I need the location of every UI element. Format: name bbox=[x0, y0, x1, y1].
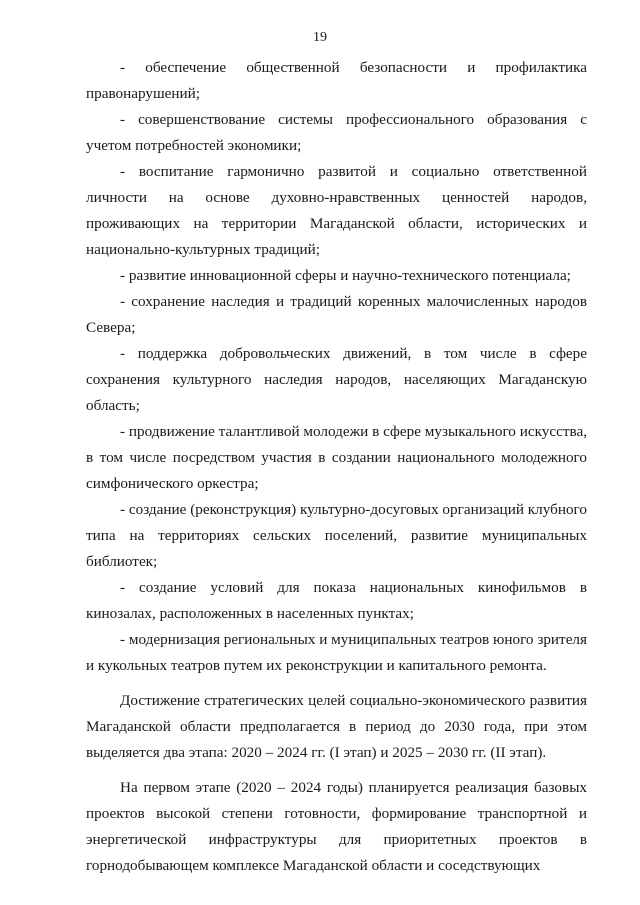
page-number: 19 bbox=[313, 30, 327, 45]
list-item-cultural-organizations: - создание (реконструкция) культурно-досуговых организаций клубного типа на территориях сельских поселений, развитие муниципальных библиотек; bbox=[86, 501, 587, 570]
list-item-volunteer-support: - поддержка добровольческих движений, в том числе в сфере сохранения культурного наследия народов, населяющих Магаданскую область; bbox=[86, 345, 587, 414]
list-item-innovation-sphere: - развитие инновационной сферы и научно-технического потенциала; bbox=[120, 267, 571, 284]
list-item-public-safety: - обеспечение общественной безопасности и профилактика правонарушений; bbox=[86, 59, 587, 102]
list-item-indigenous-heritage: - сохранение наследия и традиций коренных малочисленных народов Севера; bbox=[86, 293, 587, 336]
list-item-professional-education: - совершенствование системы профессионального образования с учетом потребностей экономики; bbox=[86, 111, 587, 154]
paragraph-strategic-goals: Достижение стратегических целей социально-экономического развития Магаданской области предполагается в период до 2030 года, при этом выделяется два этапа: 2020 – 2024 гг. (I этап) и 2025 – 2030 гг. (II этап). bbox=[86, 692, 587, 761]
paragraph-first-stage: На первом этапе (2020 – 2024 годы) планируется реализация базовых проектов высокой степени готовности, формирование транспортной и энергетической инфраструктуры для приоритетных проектов в горнодобывающем комплексе Магаданской области и соседствующих bbox=[86, 779, 587, 874]
list-item-personality-upbringing: - воспитание гармонично развитой и социально ответственной личности на основе духовно-нравственных ценностей народов, проживающих на территории Магаданской области, исторических и национально-культурных традиций; bbox=[86, 163, 587, 258]
list-item-theatre-modernization: - модернизация региональных и муниципальных театров юного зрителя и кукольных театров путем их реконструкции и капитального ремонта. bbox=[86, 631, 587, 674]
list-item-national-films: - создание условий для показа национальных кинофильмов в кинозалах, расположенных в населенных пунктах; bbox=[86, 579, 587, 622]
document-body bbox=[86, 55, 587, 879]
list-item-talented-youth: - продвижение талантливой молодежи в сфере музыкального искусства, в том числе посредством участия в создании национального молодежного симфонического оркестра; bbox=[86, 423, 587, 492]
